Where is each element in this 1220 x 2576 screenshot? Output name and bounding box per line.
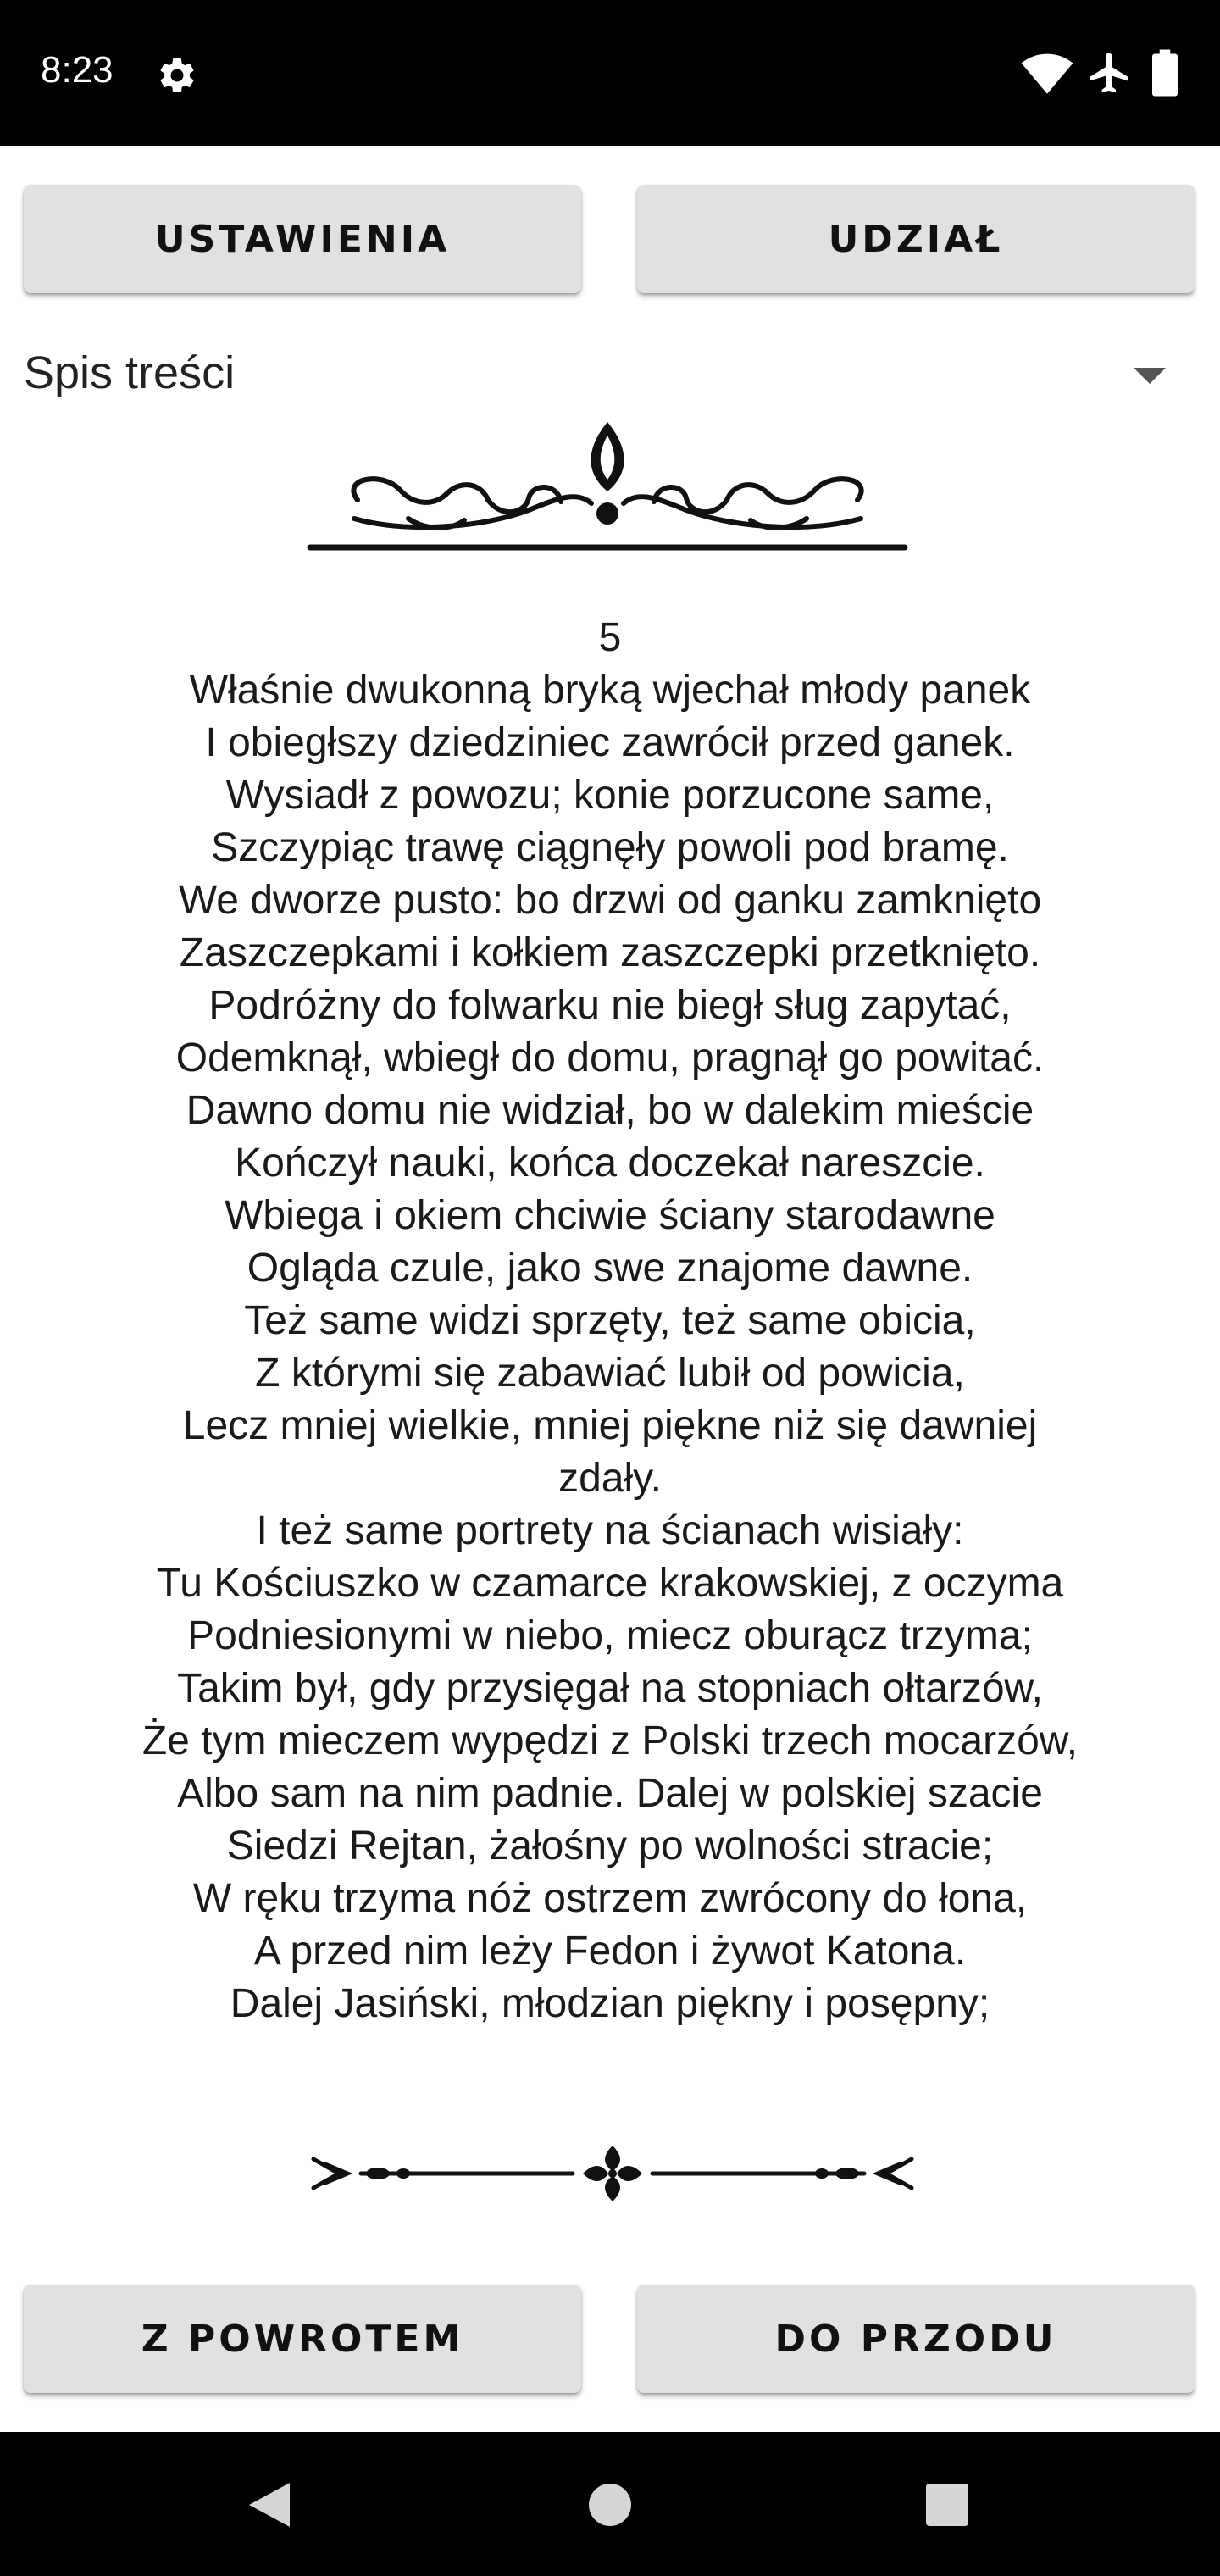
poem-line: Kończył nauki, końca doczekał nareszcie. — [235, 1141, 985, 1185]
poem-line: Dalej Jasiński, młodzian piękny i posępny; — [230, 1981, 990, 2026]
poem-line: Albo sam na nim padnie. Dalej w polskiej szacie — [177, 1771, 1043, 1816]
poem-line: Że tym mieczem wypędzi z Polski trzech mocarzów, — [141, 1718, 1079, 1763]
poem-line: Lecz mniej wielkie, mniej piękne niż się dawniej — [182, 1403, 1038, 1448]
poem-line: Ogląda czule, jako swe znajome dawne. — [247, 1246, 973, 1291]
back-triangle-icon[interactable] — [246, 2479, 293, 2530]
recents-square-icon[interactable] — [925, 2483, 969, 2527]
battery-icon — [1152, 49, 1178, 97]
wifi-icon — [1020, 51, 1074, 95]
back-button[interactable]: Z POWROTEM — [24, 2285, 581, 2393]
system-navigation-bar — [0, 2432, 1220, 2576]
table-of-contents-dropdown[interactable] — [24, 339, 1195, 407]
ornament-top-divider — [307, 419, 908, 554]
poem-line: Podróżny do folwarku nie biegł sług zapytać, — [208, 983, 1012, 1028]
poem-line: Siedzi Rejtan, żałośny po wolności stracie; — [226, 1824, 994, 1868]
poem-line: Właśnie dwukonną bryką wjechał młody panek — [189, 668, 1031, 713]
poem-line: Szczypiąc trawę ciągnęły powoli pod bramę. — [211, 825, 1009, 870]
poem-line: Tu Kościuszko w czamarce krakowskiej, z oczyma — [156, 1561, 1064, 1606]
airplane-mode-icon — [1086, 49, 1134, 97]
gear-icon — [156, 54, 198, 97]
poem-line: I obiegłszy dziedziniec zawrócił przed ganek. — [205, 720, 1015, 765]
poem-line: A przed nim leży Fedon i żywot Katona. — [253, 1929, 967, 1974]
poem-line: Z którymi się zabawiać lubił od powicia, — [255, 1351, 965, 1396]
ornament-bottom-divider — [310, 2144, 915, 2203]
status-time: 8:23 — [41, 49, 114, 91]
poem-line: zdały. — [558, 1456, 662, 1501]
poem-line: Podniesionymi w niebo, miecz oburącz trzyma; — [187, 1613, 1033, 1658]
status-bar — [0, 0, 1220, 146]
poem-line: Wysiadł z powozu; konie porzucone same, — [225, 773, 995, 818]
forward-button[interactable]: DO PRZODU — [637, 2285, 1195, 2393]
dropdown-selected-value: Spis treści — [24, 347, 236, 398]
poem-line: Takim był, gdy przysięgał na stopniach ołtarzów, — [177, 1666, 1043, 1711]
poem-line: Zaszczepkami i kołkiem zaszczepki przetknięto. — [179, 930, 1041, 975]
poem-line: I też same portrety na ścianach wisiały: — [256, 1508, 964, 1553]
settings-button[interactable]: USTAWIENIA — [24, 185, 581, 293]
poem-line: Odemknął, wbiegł do domu, pragnął go powitać. — [175, 1035, 1045, 1080]
share-button[interactable]: UDZIAŁ — [637, 185, 1195, 293]
poem-line: Też same widzi sprzęty, też same obicia, — [244, 1298, 976, 1343]
poem-line: W ręku trzyma nóż ostrzem zwrócony do łona, — [192, 1876, 1028, 1921]
poem-text — [17, 612, 1203, 2030]
poem-line: Wbiega i okiem chciwie ściany starodawne — [225, 1193, 995, 1238]
poem-line: Dawno domu nie widział, bo w dalekim mieście — [186, 1088, 1034, 1133]
poem-number: 5 — [598, 615, 622, 660]
poem-line: We dworze pusto: bo drzwi od ganku zamknięto — [178, 878, 1042, 923]
home-circle-icon[interactable] — [588, 2483, 632, 2527]
dropdown-arrow-icon[interactable] — [1134, 368, 1166, 384]
